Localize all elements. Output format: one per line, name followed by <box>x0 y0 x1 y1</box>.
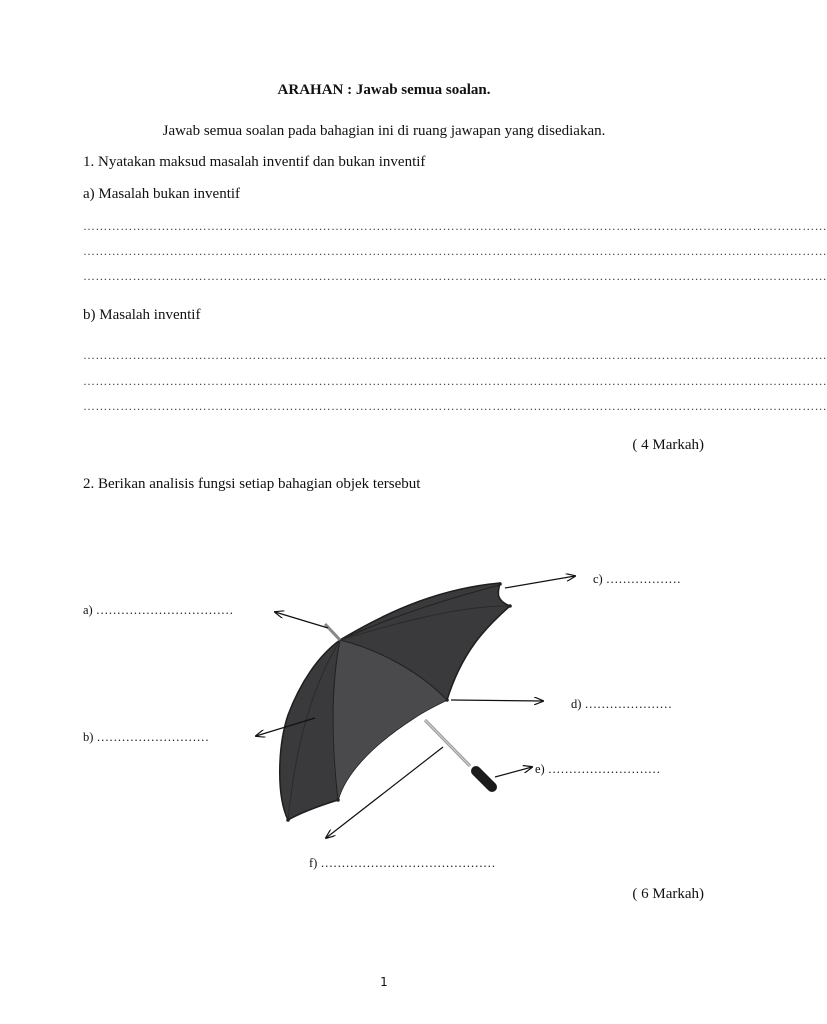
question-1-marks: ( 4 Markah) <box>632 437 704 453</box>
umbrella-ferrule <box>325 624 340 640</box>
instruction-text: Jawab semua soalan pada bahagian ini di ruang jawapan yang disediakan. <box>162 123 606 139</box>
umbrella-shaft <box>425 720 470 766</box>
label-a[interactable]: a) …………………………… <box>83 603 234 617</box>
label-d[interactable]: d) ………………… <box>571 697 673 711</box>
question-1-title: 1. Nyatakan maksud masalah inventif dan bukan inventif <box>83 154 426 170</box>
answer-line[interactable]: ……………………………………………………………………………………………………………………………………………………………… <box>83 244 827 258</box>
question-1b-label: b) Masalah inventif <box>83 307 201 323</box>
page-heading: ARAHAN : Jawab semua soalan. <box>277 82 491 98</box>
question-1a-label: a) Masalah bukan inventif <box>83 186 241 202</box>
question-2-marks: ( 6 Markah) <box>632 886 704 902</box>
arrow-d <box>451 700 543 701</box>
umbrella-handle <box>476 771 492 787</box>
label-c[interactable]: c) ……………… <box>593 572 681 586</box>
answer-line[interactable]: ……………………………………………………………………………………………………………………………………………………………… <box>83 399 827 413</box>
arrow-e <box>495 767 532 777</box>
question-2-title: 2. Berikan analisis fungsi setiap bahagian objek tersebut <box>83 476 421 492</box>
label-f[interactable]: f) …………………………………… <box>309 856 496 870</box>
page-number: 1 <box>380 975 388 989</box>
label-e[interactable]: e) ……………………… <box>535 762 661 776</box>
answer-line[interactable]: ……………………………………………………………………………………………………………………………………………………………… <box>83 219 827 233</box>
answer-line[interactable]: ……………………………………………………………………………………………………………………………………………………………… <box>83 348 827 362</box>
answer-line[interactable]: ……………………………………………………………………………………………………………………………………………………………… <box>83 269 827 283</box>
arrow-c <box>505 576 575 588</box>
answer-line[interactable]: ……………………………………………………………………………………………………………………………………………………………… <box>83 374 827 388</box>
label-b[interactable]: b) ……………………… <box>83 730 210 744</box>
umbrella-canopy <box>280 582 512 822</box>
arrow-a <box>275 612 328 628</box>
